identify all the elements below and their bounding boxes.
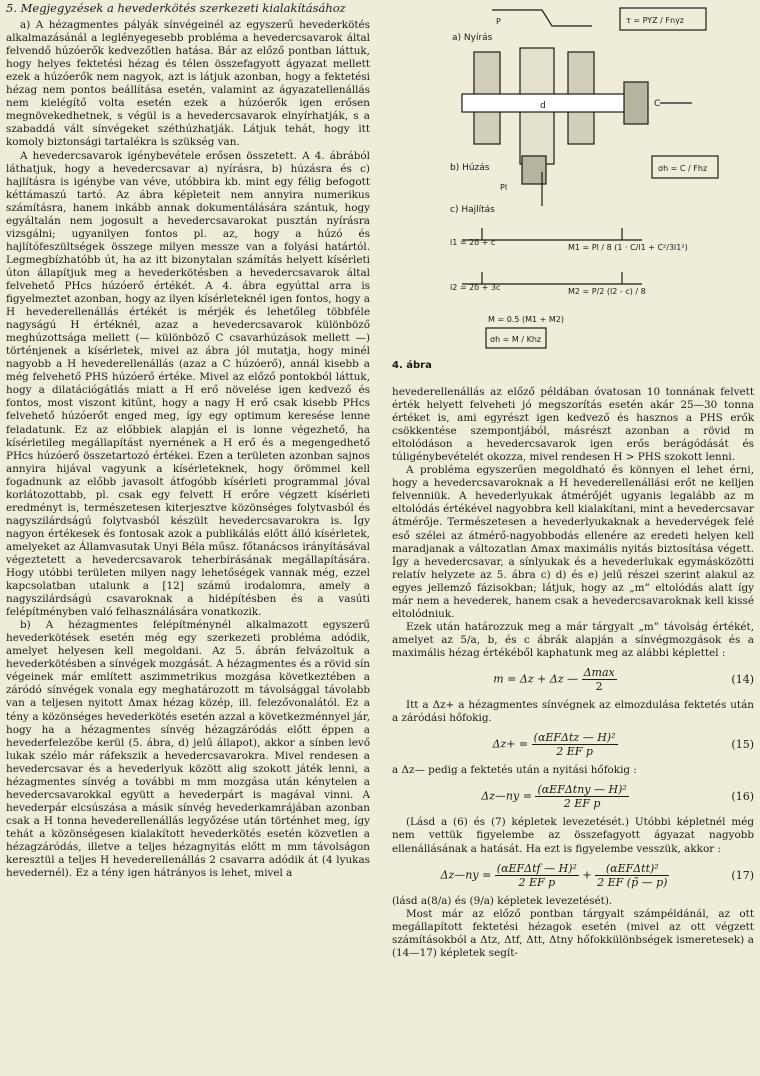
eq15-lhs: Δz+ = xyxy=(492,737,529,751)
equation-17 xyxy=(392,862,754,889)
paragraph-b: b) A hézagmentes felépítménynél alkalmazott egyszerű hevederkötések esetén még egy szerkezeti probléma adódik, amelyet helyesen kell megoldani. Az 5. ábrán felvázoltuk a hevederkötésben a sínvégek mozgását. A hézagmentes és a rövid sín végeinek már említett aszimmetrikus mozgása következtében a záródó sínvégek vonala egy meghatározott m távolsággal távolabb van a teljesen nyitott Δmax hézag közép, ill. felezővonalától. Ez a tény a közönséges hevederkötés esetén azzal a következménnyel jár, hogy ha a hézagmentes sínvég hézagzáródás előtt éppen a hevederfelezőbe kerül (5. ábra, d) jelű állapot), akkor a sínben levő lukak szélo már ráfekszik a hevedercsavarokra. Mivel rendesen a hevedercsavar és a hevederlyuk között alig szokott játék lenni, a hézagmentes sínvég a további m mm mozgása után kénytelen a hevedercsavarokkal együtt a hevederpárt is magával vinni. A hevederpár elcsúszása a másik sínvég hevederkamrájában azonban csak a H tonna hevederellenállás legyőzése után történhet meg, így tehát a közönségesen kialakított hevederkötés esetén közvetlen a hézagzáródás, illetve a teljes hézagnyitás előtt m mm távolságon keresztül a teljes H hevederellenállás 2 csavarra adódik át (4 lyukas hevedernél). Ez a tény igen hátrányos is lehet, mivel a xyxy=(6,619,370,880)
text-after-14: Itt a Δz+ a hézagmentes sínvégnek az elmozdulása fektetés után a záródási hőfokig. xyxy=(392,699,754,725)
equation-15 xyxy=(392,731,754,758)
left-column xyxy=(6,2,370,880)
figure-4-drawing xyxy=(392,0,758,352)
section-heading: 5. Megjegyzések a hevederkötés szerkezeti kialakításához xyxy=(6,1,346,15)
eq16-numerator: (αEFΔtny — H)² xyxy=(537,783,627,797)
eq14-mid: + Δz xyxy=(537,672,564,686)
equation-16 xyxy=(392,783,754,810)
paragraph-hevedercsavarok: A hevedercsavarok igénybevétele erősen összetett. A 4. ábrából láthatjuk, hogy a hevedercsavar a) nyírásra, b) húzásra és c) hajlításra is igénybe van véve, utóbbira kb. mint egy félig befogott kéttámaszú tartó. Az ábra képleteit nem annyira numerikus számításra, hanem inkább annak dokumentálására szántuk, hogy egyáltalán nem jogosult a hevedercsavarokat pusztán nyírásra vizsgálni; ugyanilyen fontos pl. az, hogy a húzó és hajlítófeszültségek összege milyen messze van a folyási határtól. Legmegbízhatóbb út, ha az itt bizonytalan számítás helyett kísérleti úton állapítjuk meg a hevederkötésben a hevedercsavarok által felvehető PHcs húzóerő értékét. A 4. ábra egyúttal arra is figyelmeztet azonban, hogy az ilyen kísérleteknél igen fontos, hogy a H hevederellenállás értékét is mérjék és lehetőleg többféle nagyságú H értéknél, azaz a hevedercsavarok különböző meghúzottsága mellett (— különböző C csavarhúzások mellett —) történjenek a kísérletek, mivel az ábra jól mutatja, hogy minél nagyobb a H hevederellenállás (azaz a C húzóerő), annál kisebb a még felvehető PHS húzóerő értéke. Mivel az előző pontokból láttuk, hogy a dilatációgátlás miatt a H erő növelése igen kedvező és fontos, most viszont kitűnt, hogy a nagy H erő csak kisebb PHcs felvehető húzóerőt enged meg, így egy optimum keresése lenne feladatunk. Ez az előbbiek alapján el is lonne végezhető, ha kísérletileg megállapítást nyernének a H erő és a megengedhető PHcs húzóerő összetartozó értékei. Ezen a területen azonban sajnos annyira hijával vagyunk a kísérleteknek, hogy örömmel kell fogadnunk az előbb javasolt átfogóbb kísérleti programmal jóval korlátozottabb, pl. csak egy felvett H erőre végzett kísérleti eredményt is, természetesen kiterjesztve közönséges folytvasból és nagyszilárdságú folytvasból készült hevedercsavarokra is. Így nagyon értékesek és fontosak azok a publikálás előtt álló kísérletek, amelyeket az Államvasutak Unyi Béla műsz. főtanácsos irányításával végeztetett a hevedercsavarok teherbírásának megállapítására. Hogy utóbbi területen milyen nagy lehetőségek vannak még, ezzel kapcsolatban utalunk a [12] számú irodalomra, amely a nagyszilárdságú csavaroknak a hidépítésben és a vasúti felépítményben való felhasználására vonatkozik. xyxy=(6,149,370,619)
eq17-plus: + xyxy=(582,868,592,882)
label-b-tension: b) Húzás xyxy=(450,163,490,173)
paragraph-a: a) A hézagmentes pályák sínvégeinél az egyszerű hevederkötés alkalmazásánál a leglényegesebb probléma a hevedercsavarok által felvendő húzóerők kedvezőtlen hatása. Bár az előző pontban láttuk, hogy helyes fektetési hézag és télen összefagyott ágyazat mellett ezek a húzóerők nem nagyok, azt is látjuk azonban, hogy a fektetési hézag nem pontos beállítása esetén, valamint az ágyazatellenállás nem kielégítő volta esetén ezek a húzóerők igen erősen megnövekedhetnek, s végül is a hevedercsavarok elnyírhatják, s a szabaddá vált sínvégeket széthúzhatják. Látjuk tehát, hogy itt komoly biztonsági tartalékra is szükség van. xyxy=(6,19,370,149)
eq17-fraction-1 xyxy=(495,862,579,889)
eq17-number: (17) xyxy=(731,868,754,882)
eq17-lhs: Δz—ny = xyxy=(440,868,492,882)
eq17-denominator-1: 2 EF p xyxy=(518,875,556,889)
right-column xyxy=(392,386,754,960)
eq14-numerator: Δmax xyxy=(583,665,615,679)
sigma-formula: σh = C / Fhz xyxy=(658,164,708,173)
bolt-nut xyxy=(624,82,648,124)
eq14-number: (14) xyxy=(731,673,754,686)
equation-14: m = Δz + Δz — $\frac{\Delta\max}{2}$ (14) xyxy=(493,665,754,694)
eq14-lhs: m = Δz xyxy=(493,672,534,686)
eq15-numerator: (αEFΔtz — H)² xyxy=(533,731,616,745)
label-p-top: P xyxy=(496,17,501,26)
eq15-denominator: 2 EF p xyxy=(556,745,593,759)
eq14-fraction xyxy=(582,666,617,693)
formula-m2: M2 = P/2 (l2 - c) / 8 xyxy=(568,287,646,296)
sigma-m-formula: σh = M / Khz xyxy=(490,335,542,344)
formula-m1: M1 = Pl / 8 (1 · C/l1 + C²/3l1²) xyxy=(568,243,688,252)
label-c: C xyxy=(654,99,661,109)
eq17-numerator-1: (αEFΔtf — H)² xyxy=(496,861,577,875)
figure-caption: 4. ábra xyxy=(392,360,432,371)
eq15-fraction xyxy=(532,731,618,758)
eq17-denominator-2: 2 EF (p̃ — p) xyxy=(597,875,668,889)
label-c-bending: c) Hajlítás xyxy=(450,205,495,215)
eq16-number: (16) xyxy=(731,790,754,804)
label-a-shear: a) Nyírás xyxy=(452,33,493,43)
eq17-numerator-2: (αEFΔtt)² xyxy=(595,862,669,876)
text-after-16: (Lásd a (6) és (7) képletek levezetését.) Utóbbi képletnél még nem vettük figyelembe az összefagyott ágyazat nagyobb ellenállásának a hatását. Ha ezt is figyelembe vesszük, akkor : xyxy=(392,816,754,855)
eq16-fraction xyxy=(535,783,628,810)
eq17-fraction-2 xyxy=(595,862,669,889)
paragraph-right-1: hevederellenállás az előző példában óvatosan 10 tonnának felvett érték helyett felveheti jó megszorítás esetén akár 25—30 tonna értéket is, ami egyrészt igen kedvező és hasznos a PHS erők csökkentése szempontjából, másrészt azonban a rövid m eltolódáson a hevedercsavarok igen erős berágódását és túligénybevételét okozza, mivel rendesen H > PHS szokott lenni. xyxy=(392,386,754,464)
eq14-denominator: 2 xyxy=(595,680,603,694)
bolt-shank xyxy=(462,94,642,112)
text-after-17: (lásd a(8/a) és (9/a) képletek levezetését). xyxy=(392,894,613,907)
tau-formula: τ = PYZ / Fnyz xyxy=(626,16,685,25)
label-l2: l2 = 2δ + 3c xyxy=(450,283,501,292)
text-after-15: a Δz— pedig a fektetés után a nyitási hőfokig : xyxy=(392,764,637,777)
supports-2 xyxy=(482,272,622,284)
figure-4 xyxy=(392,0,758,352)
label-l1: l1 = 2δ + c xyxy=(450,238,496,247)
formula-m: M = 0.5 (M1 + M2) xyxy=(488,315,564,324)
supports-1 xyxy=(482,228,622,240)
final-paragraph: Most már az előző pontban tárgyalt számpéldánál, az ott megállapított fektetési hézagok esetén (mivel az ott végzett számításokból a Δtz, Δtf, Δtt, Δtny hőfokkülönbségek ismeretesek) a (14—17) képletek segít- xyxy=(392,907,754,959)
eq15-number: (15) xyxy=(731,738,754,752)
label-d: d xyxy=(540,101,546,111)
paragraph-right-3: Ezek után határozzuk meg a már tárgyalt „m” távolság értékét, amelyet az 5/a, b, és c ábrák alapján a sínvégmozgások és a maximális hézag értékéből kaphatunk meg az alábbi képlettel : xyxy=(392,620,754,659)
eq16-denominator: 2 EF p xyxy=(563,797,601,811)
label-pl: Pl xyxy=(500,183,508,192)
paragraph-right-2: A probléma egyszerűen megoldható és könnyen el lehet érni, hogy a hevedercsavaroknak a H hevederellenállási erőt ne kelljen felvenniük. A hevederlyukak átmérőjét ugyanis legalább az m eltolódás értékével nagyobbra kell kialakítani, mint a hevedercsavar átmérője. Természetesen a hevederlyukaknak a hevedervégek felé eső szélei az átmérő-nagyobbodás ellenére az eredeti helyen kell maradjanak a változatlan Δmax maximális nyitás biztosítása végett. Így a hevedercsavar, a sínlyukak és a hevederlukak egymásközötti relatív helyzete az 5. ábra c) d) és e) jelű részei szerint alakul az egyes jellemző fázisokban; látjuk, hogy az „m” eltolódás alatt így már nem a hevederek, hanem csak a hevedercsavaroknak kell kissé eltolódniuk. xyxy=(392,464,754,620)
shear-sketch xyxy=(492,10,592,26)
eq16-lhs: Δz—ny = xyxy=(481,789,532,803)
